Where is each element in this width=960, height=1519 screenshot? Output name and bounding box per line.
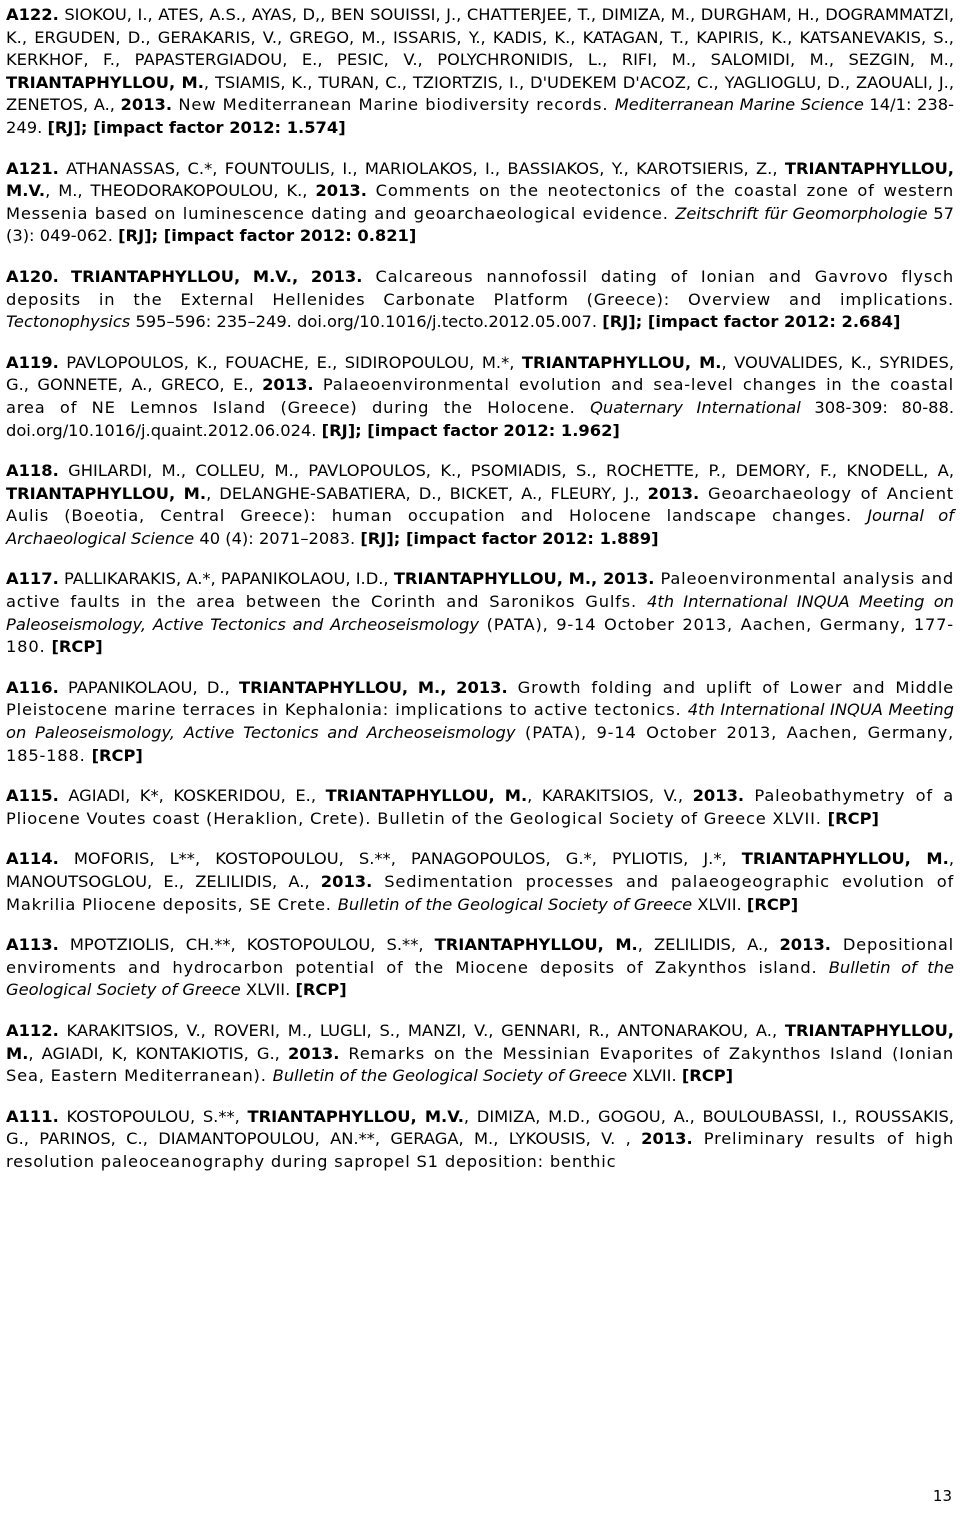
article-text: Remarks on the Messinian Evaporites of Zakynthos Island (Ionian Sea, Eastern Mediterranean). <box>6 1043 954 1086</box>
author-text: , TSIAMIS, K., TURAN, C., TZIORTZIS, I., D'UDEKEM D'ACOZ, C., YAGLIOGLU, D., ZAOUALI, J., ZENETOS, A., <box>6 72 954 115</box>
article-text: Depositional enviroments and hydrocarbon potential of the Miocene deposits of Zakynthos island. <box>6 935 954 977</box>
journal-title: Quaternary International <box>590 397 801 417</box>
reference-entry <box>6 266 954 334</box>
author-text: , VOUVALIDES, K., SYRIDES, G., GONNETE, A., GRECO, E., <box>6 352 955 395</box>
bold-text: [RCP] <box>681 1066 734 1086</box>
article-text: Paleobathymetry of a Pliocene Voutes coast (Heraklion, Crete). Bulletin of the Geological Society of Greece XLVII. <box>6 786 955 828</box>
reference-id: A116. <box>6 677 59 697</box>
bold-text: TRIANTAPHYLLOU, M.V. <box>6 158 954 201</box>
bold-text: TRIANTAPHYLLOU, M., 2013. <box>238 677 508 697</box>
article-text: Sedimentation processes and palaeogeographic evolution of Makrilia Pliocene deposits, SE Crete. <box>6 872 954 914</box>
bold-text: [RCP] <box>827 808 879 828</box>
author-text: AGIADI, K*, KOSKERIDOU, E., <box>58 786 326 806</box>
reference-id: A114. <box>6 849 59 869</box>
article-text: Geoarchaeology of Ancient Aulis (Boeotia, Central Greece): human occupation and Holocene landscape changes. <box>6 483 954 526</box>
journal-title: Journal of Archaeological Science <box>6 506 954 548</box>
author-text: ATHANASSAS, C.*, FOUNTOULIS, I., MARIOLAKOS, I., BASSIAKOS, Y., KAROTSIERIS, Z., <box>58 158 785 178</box>
author-text: SIOKOU, I., ATES, A.S., AYAS, D,, BEN SOUISSI, J., CHATTERJEE, T., DIMIZA, M., DURGHAM, H., DOGRAMMATZI, K., ERGUDEN, D., GERAKARIS, V., GREGO, M., ISSARIS, Y., KADIS, K., KATAGAN, T., KAPIRIS, K., KATSANEVAKIS, S., KERKHOF, F., PAPASTERGIADOU, E., PESIC, V., POLYCHRONIDIS, L., RIFI, M., SALOMIDI, M., SEZGIN, M., <box>6 5 954 70</box>
journal-title: Tectonophysics <box>6 312 131 332</box>
author-text: PALLIKARAKIS, A.*, PAPANIKOLAOU, I.D., <box>58 569 394 589</box>
author-text: 40 (4): 2071–2083. <box>194 528 361 548</box>
bold-text: 2013. <box>692 786 745 806</box>
article-text: (PATA), 9-14 October 2013, Aachen, Germany, 177-180. <box>6 614 954 657</box>
bold-text: 2013. <box>320 872 373 891</box>
bold-text: 2013. <box>647 483 700 503</box>
author-text: , DELANGHE-SABATIERA, D., BICKET, A., FLEURY, J., <box>206 483 648 503</box>
author-text: PAPANIKOLAOU, D., <box>58 677 239 697</box>
bold-text: [RCP] <box>91 745 143 765</box>
journal-title: 4th International INQUA Meeting on Paleoseismology, Active Tectonics and Archeoseismology <box>6 700 955 743</box>
reference-entry <box>6 677 954 767</box>
author-text: MOFORIS, L**, KOSTOPOULOU, S.**, PANAGOPOULOS, G.*, PYLIOTIS, J.*, <box>58 849 742 869</box>
article-text: Paleoenvironmental analysis and active faults in the area between the Corinth and Saronikos Gulfs. <box>6 569 954 612</box>
bold-text: 2013. <box>120 95 173 115</box>
bold-text: TRIANTAPHYLLOU, M. <box>434 935 638 955</box>
bold-text: 2013. <box>641 1129 693 1149</box>
reference-id: A118. <box>6 461 59 481</box>
author-text: 57 (3): 049-062. <box>6 203 954 246</box>
author-text: , M., THEODORAKOPOULOU, K., <box>45 181 316 201</box>
reference-id: A112. <box>6 1020 59 1040</box>
reference-id: A111. <box>6 1106 59 1126</box>
reference-id: A119. <box>6 352 59 372</box>
bold-text: [RJ]; [impact factor 2012: 1.574] <box>47 117 346 137</box>
author-text: KOSTOPOULOU, S.**, <box>58 1106 248 1126</box>
reference-entry <box>6 4 954 140</box>
bold-text: [RCP] <box>51 637 103 657</box>
reference-list <box>6 4 954 1192</box>
author-text: , DIMIZA, M.D., GOGOU, A., BOULOUBASSI, I., ROUSSAKIS, G., PARINOS, C., DIAMANTOPOULOU, AN.**, GERAGA, M., LYKOUSIS, V. , <box>6 1106 954 1149</box>
author-text: 308-309: 80-88. doi.org/10.1016/j.quaint.2012.06.024. <box>6 397 954 440</box>
bold-text: TRIANTAPHYLLOU, M. <box>521 352 722 372</box>
author-text: GHILARDI, M., COLLEU, M., PAVLOPOULOS, K., PSOMIADIS, S., ROCHETTE, P., DEMORY, F., KNODELL, A, <box>58 461 954 481</box>
author-text: 14/1: 238-249. <box>6 95 954 137</box>
author-text: , AGIADI, K, KONTAKIOTIS, G., <box>28 1043 288 1063</box>
author-text: XLVII. <box>627 1066 682 1086</box>
page-number: 13 <box>932 1487 952 1505</box>
reference-id: A122. <box>6 5 59 24</box>
reference-id: A117. <box>6 569 59 589</box>
bold-text: TRIANTAPHYLLOU, M. <box>6 483 207 503</box>
journal-title: 4th International INQUA Meeting on Paleoseismology, Active Tectonics and Archeoseismology <box>6 592 954 634</box>
journal-title: Bulletin of the Geological Society of Greece <box>337 894 693 914</box>
reference-entry <box>6 352 954 442</box>
reference-entry <box>6 1020 954 1088</box>
author-text: , MANOUTSOGLOU, E., ZELILIDIS, A., <box>6 849 955 891</box>
bold-text: 2013. <box>287 1043 340 1063</box>
reference-entry <box>6 934 954 1002</box>
reference-id: A113. <box>6 935 59 955</box>
author-text: XLVII. <box>692 894 747 914</box>
reference-entry <box>6 848 954 916</box>
bold-text: TRIANTAPHYLLOU, M. <box>325 786 528 806</box>
author-text: , KARAKITSIOS, V., <box>527 786 693 806</box>
article-text: (PATA), 9-14 October 2013, Aachen, Germany, 185-188. <box>6 723 955 765</box>
author-text: PAVLOPOULOS, K., FOUACHE, E., SIDIROPOULOU, M.*, <box>58 352 522 372</box>
bold-text: 2013. <box>779 935 831 955</box>
author-text: KARAKITSIOS, V., ROVERI, M., LUGLI, S., MANZI, V., GENNARI, R., ANTONARAKOU, A., <box>58 1020 785 1040</box>
article-text: Calcareous nannofossil dating of Ionian and Gavrovo flysch deposits in the External Hellenides Carbonate Platform (Greece): Overview and implications. <box>6 266 954 309</box>
bold-text: TRIANTAPHYLLOU, M. <box>6 72 204 92</box>
reference-entry <box>6 158 954 248</box>
journal-title: Zeitschrift für Geomorphologie <box>675 203 928 223</box>
journal-title: Bulletin of the Geological Society of Greece <box>6 957 955 1000</box>
article-text: New Mediterranean Marine biodiversity records. <box>172 95 615 115</box>
bold-text: [RJ]; [impact factor 2012: 1.962] <box>321 420 620 440</box>
article-text: Growth folding and uplift of Lower and Middle Pleistocene marine terraces in Kephalonia: implications to active tectonics. <box>6 677 954 720</box>
bold-text: [RJ]; [impact factor 2012: 2.684] <box>602 312 901 332</box>
reference-id: A121. <box>6 158 59 178</box>
journal-title: Bulletin of the Geological Society of Greece <box>272 1066 628 1086</box>
article-text: Comments on the neotectonics of the coastal zone of western Messenia based on luminescence dating and geoarchaeological evidence. <box>6 181 954 223</box>
bold-text: [RCP] <box>746 894 799 914</box>
reference-id: A115. <box>6 786 59 806</box>
bold-text: TRIANTAPHYLLOU, M.V., 2013. <box>71 266 363 286</box>
journal-title: Mediterranean Marine Science <box>614 95 864 115</box>
bold-text: [RJ]; [impact factor 2012: 0.821] <box>118 226 417 246</box>
reference-entry <box>6 1106 954 1174</box>
reference-entry <box>6 568 954 658</box>
bold-text: [RJ]; [impact factor 2012: 1.889] <box>360 528 659 548</box>
article-text: Preliminary results of high resolution paleoceanography during sapropel S1 deposition: benthic <box>6 1129 955 1171</box>
reference-entry <box>6 785 954 830</box>
bold-text: TRIANTAPHYLLOU, M. <box>6 1020 954 1063</box>
author-text: 595–596: 235–249. doi.org/10.1016/j.tecto.2012.05.007. <box>130 312 603 332</box>
author-text: MPOTZIOLIS, CH.**, KOSTOPOULOU, S.**, <box>58 935 435 955</box>
author-text: , ZELILIDIS, A., <box>637 935 780 955</box>
reference-entry <box>6 460 954 550</box>
bold-text: TRIANTAPHYLLOU, M., 2013. <box>393 569 655 589</box>
bold-text: 2013. <box>262 375 314 395</box>
bold-text: TRIANTAPHYLLOU, M. <box>741 849 949 869</box>
bold-text: [RCP] <box>295 980 347 1000</box>
article-text: Palaeoenvironmental evolution and sea-level changes in the coastal area of NE Lemnos Island (Greece) during the Holocene. <box>6 375 954 417</box>
author-text <box>59 267 71 286</box>
bold-text: TRIANTAPHYLLOU, M.V. <box>247 1106 464 1126</box>
reference-id: A120. <box>6 266 59 286</box>
author-text: XLVII. <box>240 980 296 1000</box>
bold-text: 2013. <box>315 181 367 201</box>
